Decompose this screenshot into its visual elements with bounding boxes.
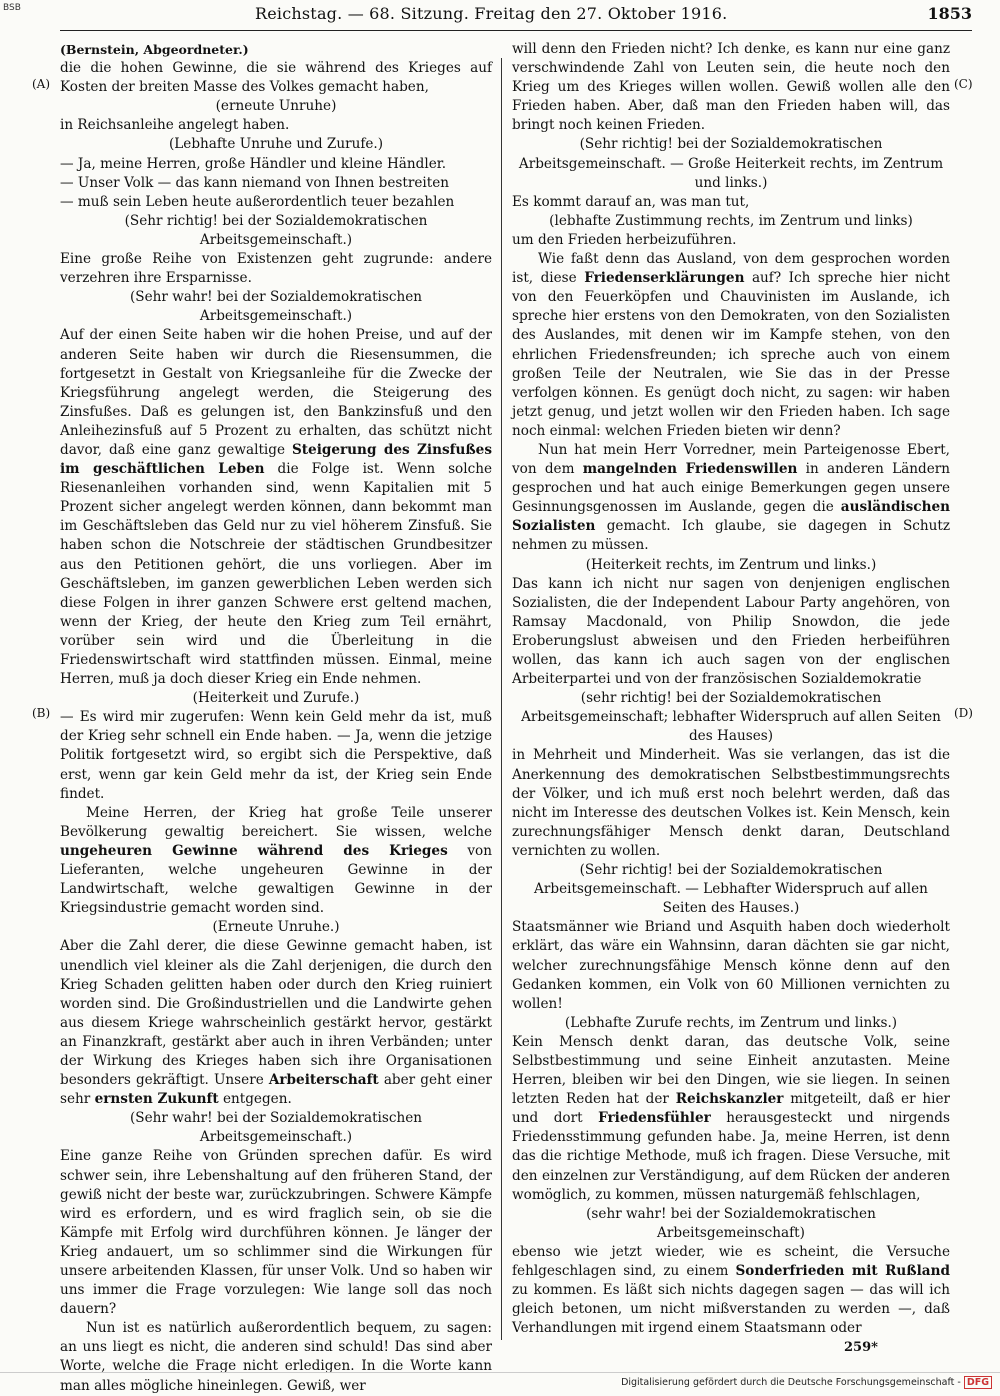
paragraph xyxy=(60,937,492,1109)
text-span: von Lieferanten, welche ungeheuren Gewinne in der Landwirtschaft, welche gewaltigen Gewinne in der Kriegsindustrie gemacht worden sind. xyxy=(60,842,492,917)
text-span: Wie faßt denn das Ausland, von dem gesprochen worden ist, diese xyxy=(512,251,950,287)
text-span: auf? Ich spreche hier nicht von den Feuerköpfen und Chauvinisten im Auslande, ich spreche hier erstens von den Demokraten, von den Sozialisten des Auslandes, mit denen wir im Kampfe stehen, von den ehrlichen Friedensfreunden; ich spreche auch von einem großen Teile der Neutralen, wie Sie das in der Presse verfolgen können. Es genügt doch nicht, zu sagen: wir haben jetzt genug, und jetzt wollen wir den Frieden haben. Ich sage noch einmal: welchen Frieden bieten wir denn? xyxy=(512,270,950,439)
right-column xyxy=(512,40,950,1338)
reaction: (Sehr wahr! bei der Sozialdemokratischen Arbeitsgemeinschaft.) xyxy=(129,289,423,325)
text-line: in Reichsanleihe angelegt haben. xyxy=(60,117,290,134)
paragraph: Staatsmänner wie Briand und Asquith haben doch wiederholt erklärt, das wäre ein Wahnsinn, daran dächten sie gar nicht, welcher zurechnungsfähige Mensch könne denn auf den Gedanken kommen, ein Volk von 60 Millionen vernichten zu wollen! xyxy=(512,919,950,1012)
paragraph: — Es wird mir zugerufen: Wenn kein Geld mehr da ist, muß der Krieg sehr schnell ein Ende haben. — Ja, wenn die jetzige Politik fortgesetzt wird, so ergibt sich die Perspektive, daß erst, wenn gar kein Geld mehr da ist, der Krieg sein Ende findet. xyxy=(60,709,492,802)
margin-mark-b: (B) xyxy=(32,706,51,720)
text-span: zu kommen. Es läßt sich nichts dagegen sagen — das will ich gleich betonen, um nicht mißverstanden zu werden —, daß Verhandlungen mit irgend einem Staatsmann oder xyxy=(512,1282,950,1337)
dfg-logo: DFG xyxy=(964,1376,992,1389)
reaction: (Erneute Unruhe.) xyxy=(212,919,340,936)
paragraph: Eine ganze Reihe von Gründen sprechen dafür. Es wird schwer sein, ihre Lebenshaltung auf den früheren Stand, der gewiß nicht der beste war, zurückzubringen. Schwere Kämpfe wird es erfordern, und es wird fraglich sein, ob sie die Kämpfe mit Erfolg wird durchführen können. Je länger der Krieg andauert, um so schlimmer sind die Wirkungen für unsere arbeitenden Klassen, für unser Volk. Und so haben wir uns immer die Frage vorzulegen: Wie lange soll das noch dauern? xyxy=(60,1148,492,1318)
paragraph xyxy=(512,441,950,556)
text-span: Kein Mensch denkt daran, das deutsche Volk, seine Selbstbestimmung und seine Einheit anzutasten. Meine Herren, bleiben wir bei den Dingen, wie sie liegen. In seinen letzten Reden hat der xyxy=(512,1033,950,1108)
emphasis: Friedensfühler xyxy=(598,1110,711,1127)
margin-mark-d: (D) xyxy=(954,706,973,720)
margin-mark-c: (C) xyxy=(954,77,973,91)
text-line: die die hohen Gewinne, die sie während des Krieges auf Kosten der breiten Masse des Volkes gemacht haben, xyxy=(60,60,492,96)
text-span: ebenso wie jetzt wieder, wie es scheint, die Versuche fehlgeschlagen sind, zu einem xyxy=(512,1243,950,1279)
signature-mark: 259* xyxy=(844,1340,878,1355)
reaction: (Sehr richtig! bei der Sozialdemokratischen Arbeitsgemeinschaft. — Große Heiterkeit rechts, im Zentrum und links.) xyxy=(518,136,944,191)
text-line: — Unser Volk — das kann niemand von Ihnen bestreiten xyxy=(60,174,450,191)
reaction: (Heiterkeit und Zurufe.) xyxy=(192,690,360,707)
text-span: Aber die Zahl derer, die diese Gewinne gemacht haben, ist unendlich viel kleiner als die Zahl derjenigen, die durch den Krieg Schaden gelitten haben oder durch den Krieg ruiniert worden sind. Die Großindustriellen und die Landwirte gehen aus diesem Kriege wahrscheinlich gestärkt hervor, gestärkt an Finanzkraft, gestärkt aber auch in ihren Verbänden; unter der Wirkung des Krieges haben sich ihre Organisationen besonders gekräftigt. Unsere xyxy=(60,938,492,1089)
reaction: (Heiterkeit rechts, im Zentrum und links.) xyxy=(585,556,877,573)
reaction: (Sehr wahr! bei der Sozialdemokratischen Arbeitsgemeinschaft.) xyxy=(129,1110,423,1146)
text-line: — Ja, meine Herren, große Händler und kleine Händler. xyxy=(60,155,447,172)
text-span: Auf der einen Seite haben wir die hohen Preise, und auf der anderen Seite haben wir durch die Riesensummen, die fortgesetzt in Gestalt von Kriegsanleihe für die Zwecke der Kriegsführung angelegt werden, die Steigerung des Zinsfußes. Daß es gelungen ist, den Bankzinsfuß und den Anleihezinsfuß auf 5 Prozent zu erhalten, das schützt nicht davor, daß eine ganz gewaltige xyxy=(60,327,492,458)
text-span: mitgeteilt, daß er hier und dort xyxy=(512,1091,950,1127)
paragraph: Eine große Reihe von Existenzen geht zugrunde: andere verzehren ihre Ersparnisse. xyxy=(60,251,492,287)
paragraph: in Mehrheit und Minderheit. Was sie verlangen, das ist die Anerkennung des demokratischen Selbstbestimmungsrechts der Völker, und ich muß erst noch belehrt werden, daß das nicht im Interesse des deutschen Volkes ist. Kein Mensch, kein zurechnungsfähiger Mensch denkt daran, Deutschland vernichten zu wollen. xyxy=(512,747,950,859)
reaction: (Sehr richtig! bei der Sozialdemokratischen Arbeitsgemeinschaft. — Lebhafter Widerspruch auf allen Seiten des Hauses.) xyxy=(534,862,928,917)
reaction: (erneute Unruhe) xyxy=(215,98,337,115)
reaction: (sehr richtig! bei der Sozialdemokratischen Arbeitsgemeinschaft; lebhafter Widerspruch auf allen Seiten des Hauses) xyxy=(521,690,941,745)
paragraph: will denn den Frieden nicht? Ich denke, es kann nur eine ganz verschwindende Zahl von Leuten sein, die heute noch den Krieg um des Krieges willen wollen. Gewiß wollen alle den Frieden haben. Aber, daß man den Frieden haben will, das bringt noch keinen Frieden. xyxy=(512,41,950,134)
text-span: entgegen. xyxy=(222,1091,292,1108)
paragraph xyxy=(512,1033,950,1205)
emphasis: Arbeiterschaft xyxy=(268,1072,379,1089)
text-span: in anderen Ländern gesprochen und hat auch einige Bemerkungen gegen unsere Gesinnungsgenossen im Auslande, gegen die xyxy=(512,461,950,516)
paragraph xyxy=(60,804,492,919)
speaker-label: (Bernstein, Abgeordneter.) xyxy=(60,42,249,57)
paragraph xyxy=(512,250,950,441)
emphasis: Steigerung des Zinsfußes im geschäftlichen Leben xyxy=(60,441,492,478)
reaction: (Sehr richtig! bei der Sozialdemokratischen Arbeitsgemeinschaft.) xyxy=(124,212,428,248)
footer-text: Digitalisierung gefördert durch die Deutsche Forschungsgemeinschaft - xyxy=(621,1377,961,1388)
reaction: (sehr wahr! bei der Sozialdemokratischen Arbeitsgemeinschaft) xyxy=(586,1205,876,1241)
text-span: Nun hat mein Herr Vorredner, mein Parteigenosse Ebert, von dem xyxy=(512,441,950,478)
footer xyxy=(621,1376,992,1389)
emphasis: Sonderfrieden mit Rußland xyxy=(735,1263,950,1279)
text-span: die Folge ist. Wenn solche Riesenanleihen vorhanden sind, wenn Kapitalien mit 5 Prozent sicher angelegt werden können, dann bekommt man im Geschäftsleben das Geld nur zu viel höherem Zinsfuß. Sie haben schon die Notschreie der städtischen Grundbesitzer aus den Petitionen gehört, die uns vorliegen. Aber im Geschäftsleben, im ganzen gewerblichen Leben werden sich diese Folgen in ihrer ganzen Schwere erst geltend machen, wenn der Krieg, der heute den Krieg zum Teil ernährt, vorüber sein wird und die Überleitung in die Friedenswirtschaft wird stattfinden müssen. Einmal, meine Herren, muß ja doch dieser Krieg ein Ende nehmen. xyxy=(60,461,493,688)
emphasis: Friedenserklärungen xyxy=(584,270,745,287)
reaction: (Lebhafte Zurufe rechts, im Zentrum und links.) xyxy=(564,1014,898,1031)
footer-rule xyxy=(0,1372,1000,1373)
text-span: aber geht einer sehr xyxy=(60,1072,492,1108)
text-line: um den Frieden herbeizuführen. xyxy=(512,231,737,248)
library-mark: BSB xyxy=(3,3,21,13)
reaction: (Lebhafte Unruhe und Zurufe.) xyxy=(168,136,384,153)
margin-mark-a: (A) xyxy=(32,77,51,91)
paragraph: Nun ist es natürlich außerordentlich bequem, zu sagen: an uns liegt es nicht, die anderen sind schuld! Das sind aber Worte, welche die Frage nicht erledigen. In die Worte kann man alles mögliche hineinlegen. Gewiß, wer xyxy=(60,1320,492,1394)
text-line: — muß sein Leben heute außerordentlich teuer bezahlen xyxy=(60,193,455,210)
left-column xyxy=(60,40,492,1396)
text-span: herausgesteckt und nirgends Friedensstimmung gefunden habe. Ja, meine Herren, ist denn das die richtige Methode, muß ich fragen. Diese Versuche, mit den einzelnen zur Verständigung, auf dem Rücken der anderen womöglich, zu kommen, müssen naturgemäß fehlschlagen, xyxy=(512,1110,950,1203)
emphasis: mangelnden Friedenswillen xyxy=(582,461,798,478)
paragraph: Das kann ich nicht nur sagen von denjenigen englischen Sozialisten, die der Independent Labour Party angehören, von Ramsay Macdonald, von Philip Snowdon, die jede Eroberungslust abweisen und den Frieden herbeiführen wollen, das kann ich auch sagen von der englischen Arbeiterpartei und von der französischen Sozialdemokratie xyxy=(512,575,950,688)
text-span: Meine Herren, der Krieg hat große Teile unserer Bevölkerung gewaltig bereichert. Sie wissen, welche xyxy=(60,804,492,840)
text-span: gemacht. Ich glaube, sie dagegen in Schutz nehmen zu müssen. xyxy=(512,518,951,554)
reaction: (lebhafte Zustimmung rechts, im Zentrum und links) xyxy=(549,212,913,229)
emphasis: ungeheuren Gewinne während des Krieges xyxy=(60,842,448,859)
emphasis: ausländischen Sozialisten xyxy=(512,499,950,535)
text-line: Es kommt darauf an, was man tut, xyxy=(512,193,750,210)
emphasis: ernsten Zukunft xyxy=(94,1091,219,1108)
paragraph xyxy=(60,326,492,689)
paragraph xyxy=(512,1243,950,1338)
header-rule xyxy=(60,30,972,31)
page-number: 1853 xyxy=(927,4,972,23)
column-divider xyxy=(501,58,502,1340)
emphasis: Reichskanzler xyxy=(675,1091,784,1108)
page-title: Reichstag. — 68. Sitzung. Freitag den 27. Oktober 1916. xyxy=(255,4,728,23)
